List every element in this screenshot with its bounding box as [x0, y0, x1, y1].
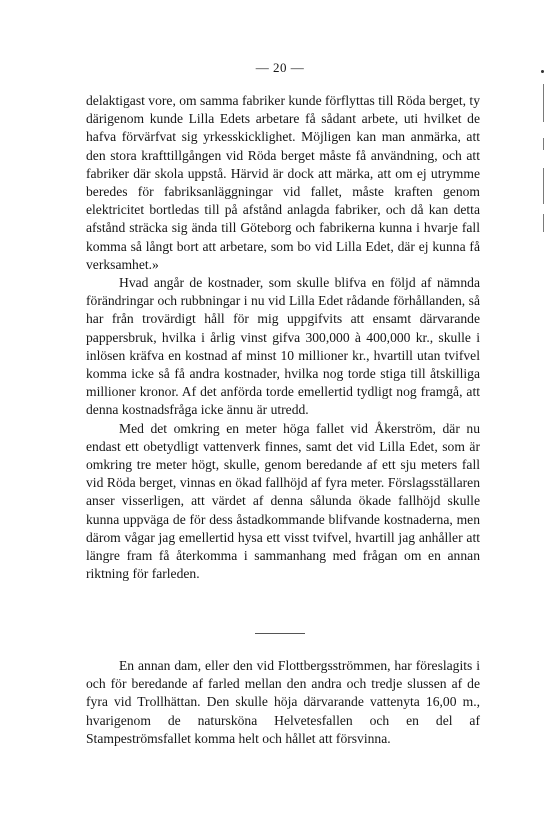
- margin-line: [543, 138, 544, 150]
- margin-dot: [541, 70, 544, 73]
- main-text: [86, 92, 480, 583]
- paragraph: delaktigast vore, om samma fabriker kunde förflyttas till Röda berget, ty därigenom kunde Lilla Edets arbetare få sådant arbete, uti hvilket de hafva förvärfvat sig yrkesskicklighet. Möjligen kan man anmärka, att den stora krafttillgången vid Röda berget måste få användning, och att fabriker där skola uppstå. Härvid är dock att märka, att om ej utrymme beredes för fabriksanläggningar vid fallet, måste kraften genom elektricitet bortledas till på afstånd anlagda fabriker, och då kan detta afstånd sträcka sig ända till Göteborg och fabrikerna kunna i hvarje fall komma så långt bort att arbetare, som bo vid Lilla Edet, där ej kunna få verksamhet.»: [86, 93, 480, 272]
- paragraph: En annan dam, eller den vid Flottbergsströmmen, har föreslagits i och för beredande af farled mellan den andra och tredje slussen af de fyra vid Trollhättan. Den skulle höja därvarande vattenyta 16,00 m., hvarigenom de natursköna Helvetesfallen och en del af Stampeströmsfallet komma helt och hållet att försvinna.: [86, 658, 480, 746]
- margin-line: [543, 214, 544, 232]
- margin-line: [543, 168, 544, 204]
- page-number: — 20 —: [255, 60, 305, 75]
- paragraph: Med det omkring en meter höga fallet vid Åkerström, där nu endast ett obetydligt vattenverk finnes, samt det vid Lilla Edet, som är omkring tre meter högt, skulle, genom beredande af ett sju meters fall vid Röda berget, vinnas en ökad fallhöjd af fyra meter. Förslagsställaren anser visserligen, att värdet af denna sålunda ökade fallhöjd skulle kunna uppväga de för dess åstadkommande blifvande kostnaderna, men därom vågar jag emellertid hysa ett visst tvifvel, hvartill jag anhåller att längre fram få återkomma i sammanhang med frågan om en annan riktning för farleden.: [86, 420, 480, 582]
- section-text: [86, 657, 480, 748]
- margin-line: [543, 84, 544, 122]
- paragraph: Hvad angår de kostnader, som skulle blifva en följd af nämnda förändringar och rubbningar i nu vid Lilla Edet rådande förhållanden, så har från trovärdigt håll för mig uppgifvits att ensamt därvarande pappersbruk, hvilka i årlig vinst gifva 300,000 à 400,000 kr., skulle i inlösen kräfva en kostnad af minst 10 millioner kr., hvartill utan tvifvel komma icke så få andra kostnader, hvilka nog torde stiga till åtskilliga millioner kronor. Af det anförda torde emellertid tydligt nog framgå, att denna kostnadsfråga icke ännu är utredd.: [86, 275, 480, 418]
- section-divider: [255, 633, 305, 634]
